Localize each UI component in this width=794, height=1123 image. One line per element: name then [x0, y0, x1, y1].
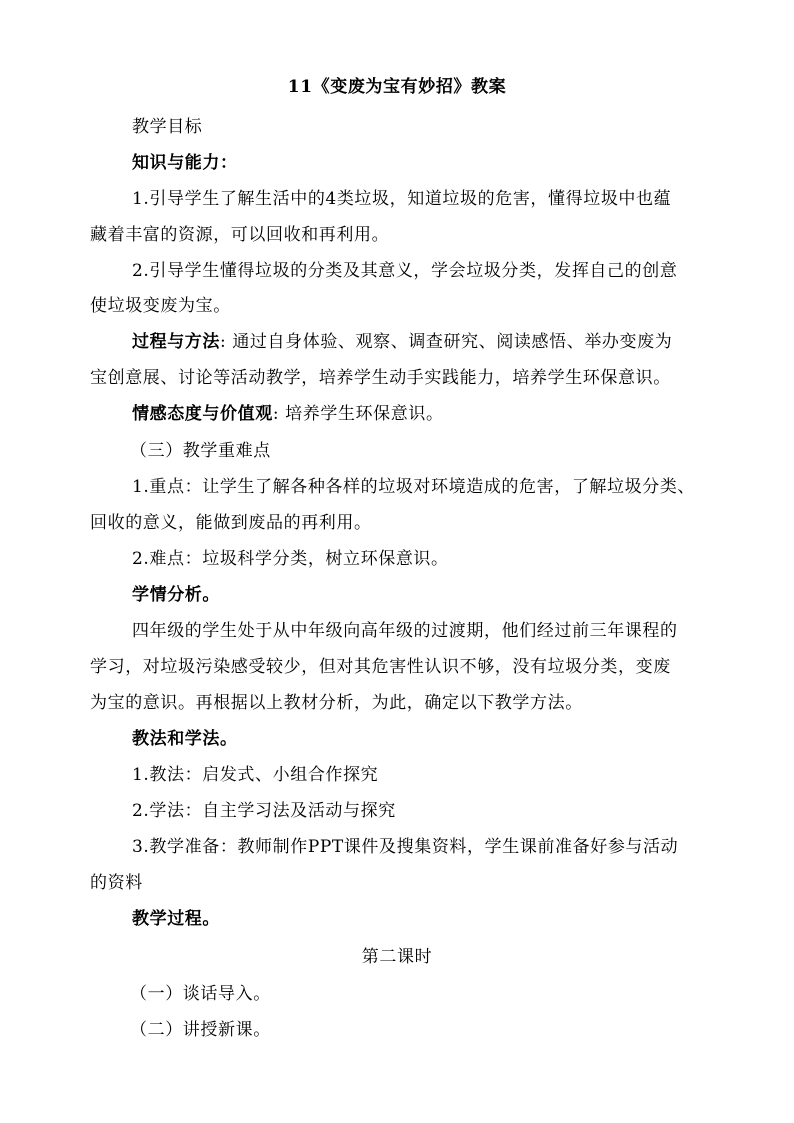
- key-point-1-line-1: 1.重点：让学生了解各种各样的垃圾对环境造成的危害，了解垃圾分类、: [132, 477, 696, 497]
- document-title: 11《变废为宝有妙招》教案: [287, 77, 507, 97]
- process-method-line-2: 宝创意展、讨论等活动教学，培养学生动手实践能力，培养学生环保意识。: [90, 368, 671, 388]
- step-1: （一）谈话导入。: [130, 984, 271, 1004]
- teaching-process-heading: 教学过程。: [132, 909, 220, 929]
- step-2: （二）讲授新课。: [130, 1020, 271, 1040]
- key-points-heading: （三）教学重难点: [130, 441, 271, 461]
- knowledge-item-2-line-1: 2.引导学生懂得垃圾的分类及其意义，学会垃圾分类，发挥自己的创意: [132, 261, 678, 281]
- process-method-line-1: [132, 331, 672, 353]
- section-objectives: 教学目标: [132, 117, 203, 137]
- process-method-heading: 过程与方法: [132, 332, 220, 352]
- analysis-line-3: 为宝的意识。再根据以上教材分析，为此，确定以下教学方法。: [90, 693, 583, 713]
- method-item-3-line-1: 3.教学准备：教师制作PPT课件及搜集资料，学生课前准备好参与活动: [132, 837, 679, 857]
- method-item-1: 1.教法：启发式、小组合作探究: [132, 765, 379, 785]
- knowledge-item-2-line-2: 使垃圾变废为宝。: [90, 296, 231, 316]
- methods-heading: 教法和学法。: [132, 729, 238, 749]
- key-point-2: 2.难点：垃圾科学分类，树立环保意识。: [132, 549, 449, 569]
- emotion-heading: 情感态度与价值观: [132, 404, 273, 424]
- analysis-heading: 学情分析。: [132, 585, 220, 605]
- emotion-text: : 培养学生环保意识。: [272, 404, 444, 424]
- analysis-line-2: 学习，对垃圾污染感受较少，但对其危害性认识不够，没有垃圾分类，变废: [90, 657, 671, 677]
- knowledge-item-1-line-1: 1.引导学生了解生活中的4类垃圾，知道垃圾的危害，懂得垃圾中也蕴: [132, 189, 672, 209]
- key-point-1-line-2: 回收的意义，能做到废品的再利用。: [90, 513, 372, 533]
- method-item-3-line-2: 的资料: [90, 873, 143, 893]
- lesson-label: 第二课时: [361, 947, 433, 967]
- analysis-line-1: 四年级的学生处于从中年级向高年级的过渡期，他们经过前三年课程的: [132, 621, 678, 641]
- emotion-line: [132, 403, 444, 425]
- knowledge-item-1-line-2: 藏着丰富的资源，可以回收和再利用。: [90, 225, 390, 245]
- knowledge-heading: 知识与能力：: [132, 153, 238, 173]
- method-item-2: 2.学法：自主学习法及活动与探究: [132, 801, 396, 821]
- process-method-text: : 通过自身体验、观察、调查研究、阅读感悟、举办变废为: [220, 332, 673, 352]
